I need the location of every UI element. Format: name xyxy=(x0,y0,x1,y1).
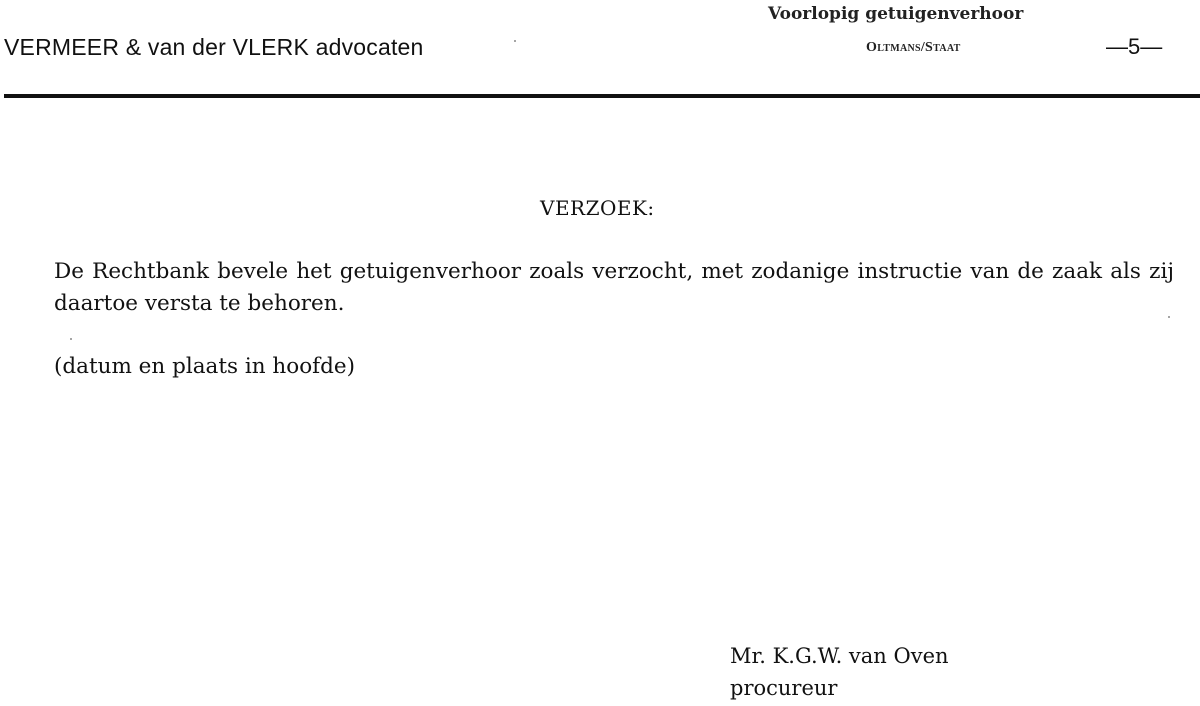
scan-speck xyxy=(1168,316,1170,318)
section-heading: VERZOEK: xyxy=(540,196,655,220)
header-divider xyxy=(4,94,1200,98)
signatory-name: Mr. K.G.W. van Oven xyxy=(730,644,949,668)
case-name: Oltmans/Staat xyxy=(866,40,961,55)
scan-speck xyxy=(70,338,72,340)
request-paragraph: De Rechtbank bevele het getuigenverhoor zoals verzocht, met zodanige instructie van de zaak als zij daartoe versta te behoren. xyxy=(54,259,1174,316)
signatory-title: procureur xyxy=(730,676,838,700)
scan-speck xyxy=(514,40,516,42)
signature-block xyxy=(730,640,949,704)
page-number: —5— xyxy=(1106,34,1163,59)
firm-name: VERMEER & van der VLERK advocaten xyxy=(4,34,424,60)
date-place-note: (datum en plaats in hoofde) xyxy=(54,354,355,379)
document-type: Voorlopig getuigenverhoor xyxy=(768,4,1024,24)
